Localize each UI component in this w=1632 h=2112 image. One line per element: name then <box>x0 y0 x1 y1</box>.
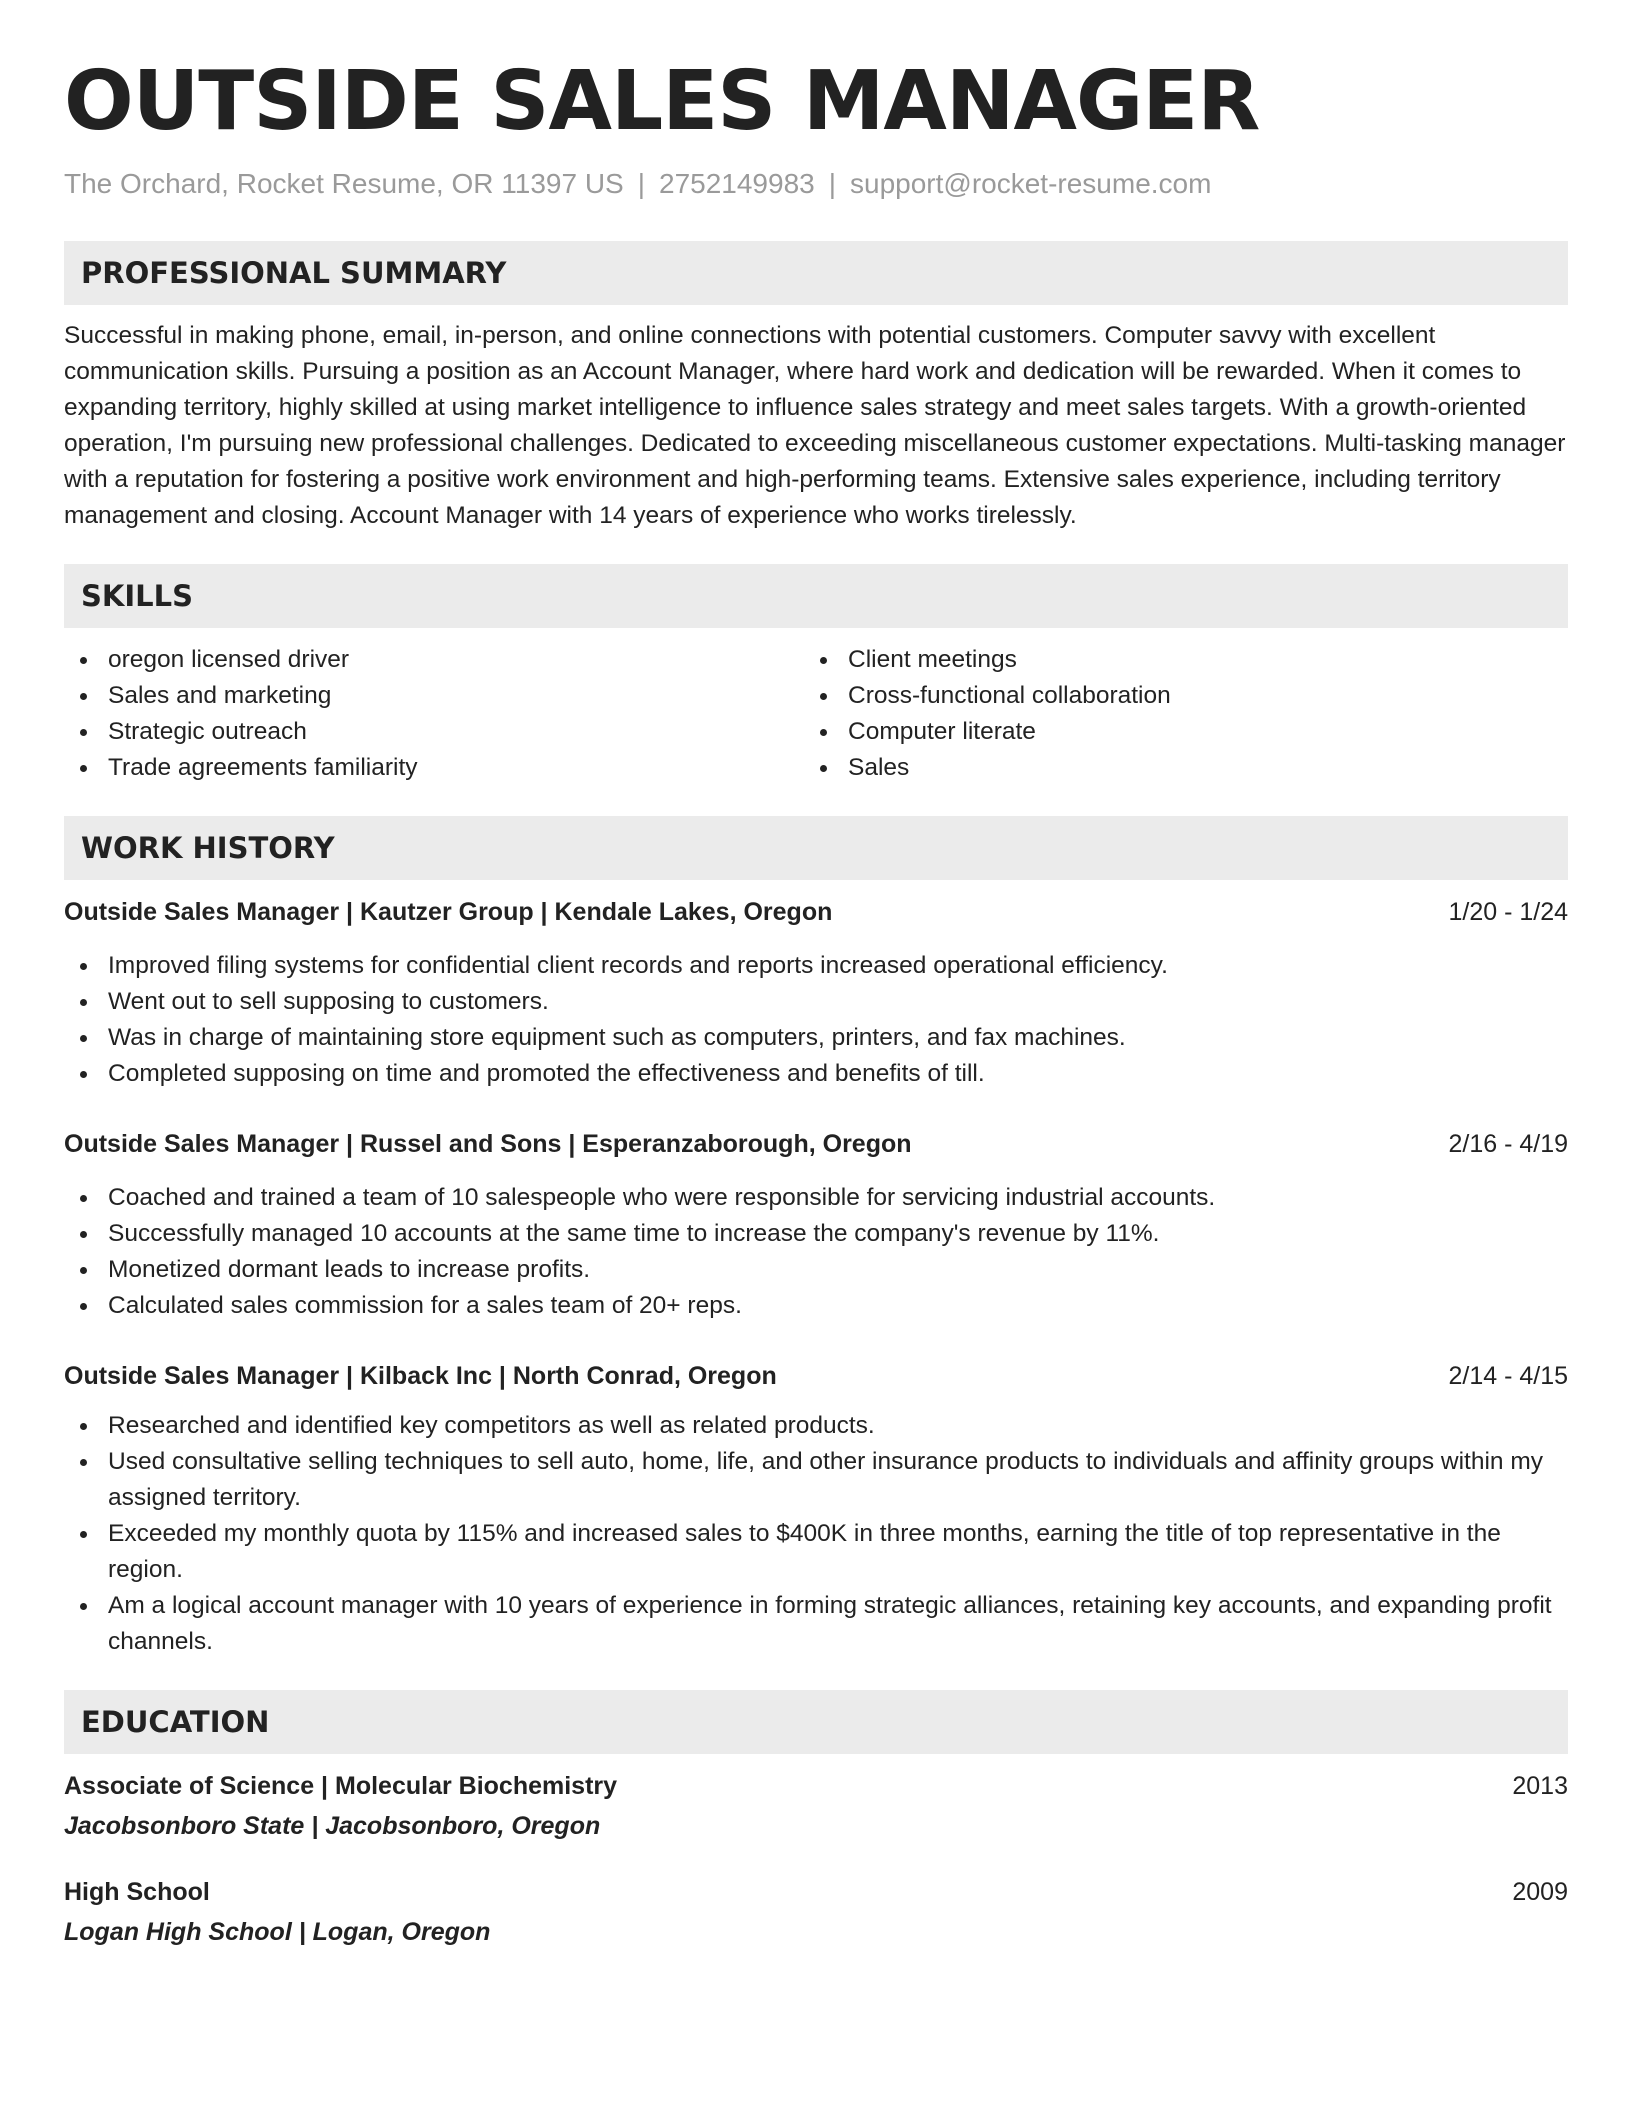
skills-column-right <box>804 642 1544 786</box>
education-header <box>64 1768 1568 1804</box>
job-bullet: Am a logical account manager with 10 years of experience in forming strategic alliances, retaining key accounts, and expanding profit channels. <box>64 1588 1568 1660</box>
skill-item: Cross-functional collaboration <box>804 678 1544 714</box>
skill-item: Sales and marketing <box>64 678 804 714</box>
job-bullet: Went out to sell supposing to customers. <box>64 984 1568 1020</box>
education-entry <box>64 1874 1568 1950</box>
education-school: Jacobsonboro State | Jacobsonboro, Oregon <box>64 1812 601 1840</box>
education-year: 2009 <box>1512 1878 1568 1906</box>
job-entry <box>64 894 1568 1092</box>
job-dates: 2/14 - 4/15 <box>1448 1362 1568 1390</box>
skill-item: Computer literate <box>804 714 1544 750</box>
contact-separator: | <box>828 168 837 199</box>
job-bullet: Coached and trained a team of 10 salespeople who were responsible for servicing industrial accounts. <box>64 1180 1568 1216</box>
section-header-work-history: WORK HISTORY <box>64 816 1568 880</box>
skill-item: Sales <box>804 750 1544 786</box>
summary-text: Successful in making phone, email, in-person, and online connections with potential customers. Computer savvy with excellent communication skills. Pursuing a position as an Account Manager, where hard work and dedication will be rewarded. When it comes to expanding territory, highly skilled at using market intelligence to influence sales strategy and meet sales targets. With a growth-oriented operation, I'm pursuing new professional challenges. Dedicated to exceeding miscellaneous customer expectations. Multi-tasking manager with a reputation for fostering a positive work environment and high-performing teams. Extensive sales experience, including territory management and closing. Account Manager with 14 years of experience who works tirelessly. <box>64 322 1566 529</box>
job-bullet: Successfully managed 10 accounts at the same time to increase the company's revenue by 11%. <box>64 1216 1568 1252</box>
job-bullet: Researched and identified key competitors as well as related products. <box>64 1408 1568 1444</box>
contact-phone: 2752149983 <box>659 168 815 199</box>
job-bullet: Was in charge of maintaining store equipment such as computers, printers, and fax machines. <box>64 1020 1568 1056</box>
job-entry <box>64 1126 1568 1324</box>
job-bullet: Exceeded my monthly quota by 115% and increased sales to $400K in three months, earning the title of top representative in the region. <box>64 1516 1568 1588</box>
contact-separator: | <box>637 168 645 199</box>
section-header-summary: PROFESSIONAL SUMMARY <box>64 241 1568 305</box>
job-dates: 1/20 - 1/24 <box>1448 898 1568 926</box>
education-school: Logan High School | Logan, Oregon <box>64 1918 491 1946</box>
education-degree: Associate of Science | Molecular Biochemistry <box>64 1772 618 1800</box>
job-entry <box>64 1358 1568 1660</box>
job-bullet: Used consultative selling techniques to sell auto, home, life, and other insurance products to individuals and affinity groups within my assigned territory. <box>64 1444 1568 1516</box>
contact-line <box>64 166 1568 202</box>
skill-item: Strategic outreach <box>64 714 804 750</box>
education-year: 2013 <box>1512 1772 1568 1800</box>
job-bullet: Monetized dormant leads to increase profits. <box>64 1252 1568 1288</box>
job-dates: 2/16 - 4/19 <box>1448 1130 1568 1158</box>
job-bullet: Completed supposing on time and promoted the effectiveness and benefits of till. <box>64 1056 1568 1092</box>
job-bullets <box>64 948 1568 1092</box>
job-title: Outside Sales Manager | Kilback Inc | North Conrad, Oregon <box>64 1362 777 1390</box>
job-bullet: Improved filing systems for confidential client records and reports increased operational efficiency. <box>64 948 1568 984</box>
job-title: Outside Sales Manager | Kautzer Group | Kendale Lakes, Oregon <box>64 898 833 926</box>
job-bullets <box>64 1408 1568 1660</box>
contact-email: support@rocket-resume.com <box>850 168 1212 199</box>
job-header <box>64 1358 1568 1394</box>
section-header-education: EDUCATION <box>64 1690 1568 1754</box>
resume-name: OUTSIDE SALES MANAGER <box>64 54 1260 149</box>
education-header <box>64 1874 1568 1910</box>
section-header-skills: SKILLS <box>64 564 1568 628</box>
contact-address: The Orchard, Rocket Resume, OR 11397 US <box>64 168 624 199</box>
job-bullets <box>64 1180 1568 1324</box>
job-title: Outside Sales Manager | Russel and Sons | Esperanzaborough, Oregon <box>64 1130 912 1158</box>
job-header <box>64 894 1568 930</box>
skills-column-left <box>64 642 804 786</box>
job-bullet: Calculated sales commission for a sales team of 20+ reps. <box>64 1288 1568 1324</box>
skill-item: Trade agreements familiarity <box>64 750 804 786</box>
skills-list <box>64 642 1568 786</box>
education-degree: High School <box>64 1878 210 1906</box>
job-header <box>64 1126 1568 1162</box>
skill-item: oregon licensed driver <box>64 642 804 678</box>
skill-item: Client meetings <box>804 642 1544 678</box>
education-entry <box>64 1768 1568 1844</box>
